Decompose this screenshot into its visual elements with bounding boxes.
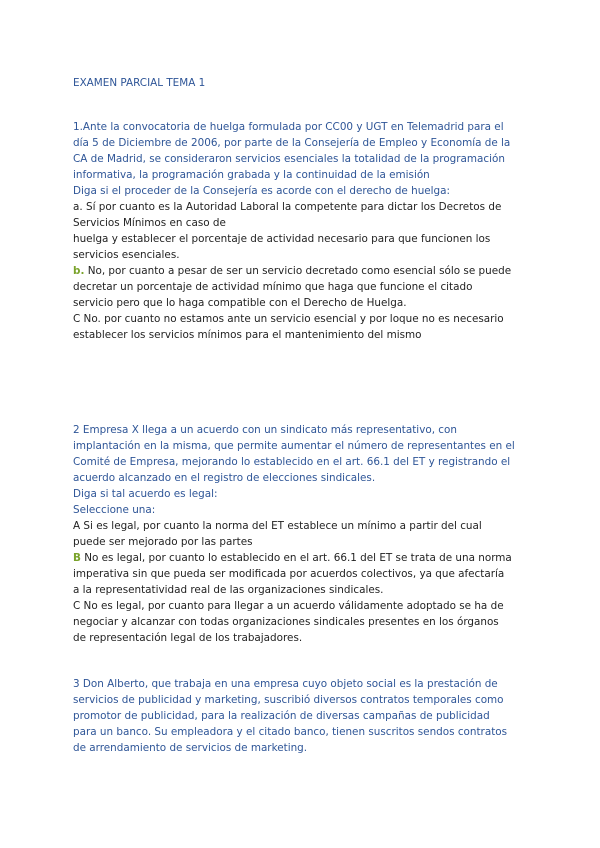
question-2-line: Seleccione una:: [73, 504, 156, 516]
question-2-option-c: C No es legal, por cuanto para llegar a un acuerdo válidamente adoptado se ha de: [73, 600, 504, 612]
question-1-option-c: establecer los servicios mínimos para el mantenimiento del mismo: [73, 329, 422, 341]
exam-title: EXAMEN PARCIAL TEMA 1: [73, 77, 206, 89]
question-2-option-a: A Si es legal, por cuanto la norma del ET establece un mínimo a partir del cual: [73, 520, 482, 532]
question-2-line: Comité de Empresa, mejorando lo establecido en el art. 66.1 del ET y registrando el: [73, 456, 511, 468]
question-1-option-b: servicio pero que lo haga compatible con el Derecho de Huelga.: [73, 297, 407, 309]
question-1: [73, 119, 533, 343]
option-b-letter: B: [73, 552, 81, 564]
question-2-option-a: puede ser mejorado por las partes: [73, 536, 253, 548]
question-1-option-c: C No. por cuanto no estamos ante un servicio esencial y por loque no es necesario: [73, 313, 504, 325]
question-3: [73, 676, 533, 756]
option-b-letter: b.: [73, 265, 85, 277]
question-2-option-b: imperativa sin que pueda ser modificada por acuerdos colectivos, ya que afectaría: [73, 568, 505, 580]
question-1-option-a: Servicios Mínimos en caso de: [73, 217, 226, 229]
question-2-option-b-text: No es legal, por cuanto lo establecido en el art. 66.1 del ET se trata de una norma: [80, 552, 512, 564]
question-2-option-c: de representación legal de los trabajadores.: [73, 632, 303, 644]
question-2-line: implantación en la misma, que permite aumentar el número de representantes en el: [73, 440, 515, 452]
question-1-line: Diga si el proceder de la Consejería es acorde con el derecho de huelga:: [73, 185, 451, 197]
question-3-line: servicios de publicidad y marketing, suscribió diversos contratos temporales como: [73, 694, 504, 706]
question-3-line: 3 Don Alberto, que trabaja en una empresa cuyo objeto social es la prestación de: [73, 678, 498, 690]
question-3-line: para un banco. Su empleadora y el citado banco, tienen suscritos sendos contratos: [73, 726, 508, 738]
question-1-option-b: [73, 263, 533, 279]
question-1-line: 1.Ante la convocatoria de huelga formulada por CC00 y UGT en Telemadrid para el: [73, 121, 504, 133]
question-2-line: 2 Empresa X llega a un acuerdo con un sindicato más representativo, con: [73, 424, 457, 436]
question-2-option-c: negociar y alcanzar con todas organizaciones sindicales presentes en los órganos: [73, 616, 499, 628]
question-3-line: de arrendamiento de servicios de marketing.: [73, 742, 308, 754]
question-1-option-b: decretar un porcentaje de actividad mínimo que haga que funcione el citado: [73, 281, 473, 293]
question-2: [73, 422, 533, 646]
question-1-option-a: huelga y establecer el porcentaje de actividad necesario para que funcionen los: [73, 233, 491, 245]
question-2-line: acuerdo alcanzado en el registro de elecciones sindicales.: [73, 472, 376, 484]
question-1-option-a: a. Sí por cuanto es la Autoridad Laboral la competente para dictar los Decretos de: [73, 201, 502, 213]
question-1-option-b-text: No, por cuanto a pesar de ser un servicio decretado como esencial sólo se puede: [84, 265, 512, 277]
question-1-line: día 5 de Diciembre de 2006, por parte de la Consejería de Empleo y Economía de la: [73, 137, 511, 149]
question-1-line: informativa, la programación grabada y la continuidad de la emisión: [73, 169, 430, 181]
question-1-line: CA de Madrid, se consideraron servicios esenciales la totalidad de la programación: [73, 153, 505, 165]
question-2-line: Diga si tal acuerdo es legal:: [73, 488, 218, 500]
question-2-option-b: a la representatividad real de las organizaciones sindicales.: [73, 584, 384, 596]
question-1-option-a: servicios esenciales.: [73, 249, 180, 261]
question-3-line: promotor de publicidad, para la realización de diversas campañas de publicidad: [73, 710, 490, 722]
question-2-option-b: [73, 550, 533, 566]
